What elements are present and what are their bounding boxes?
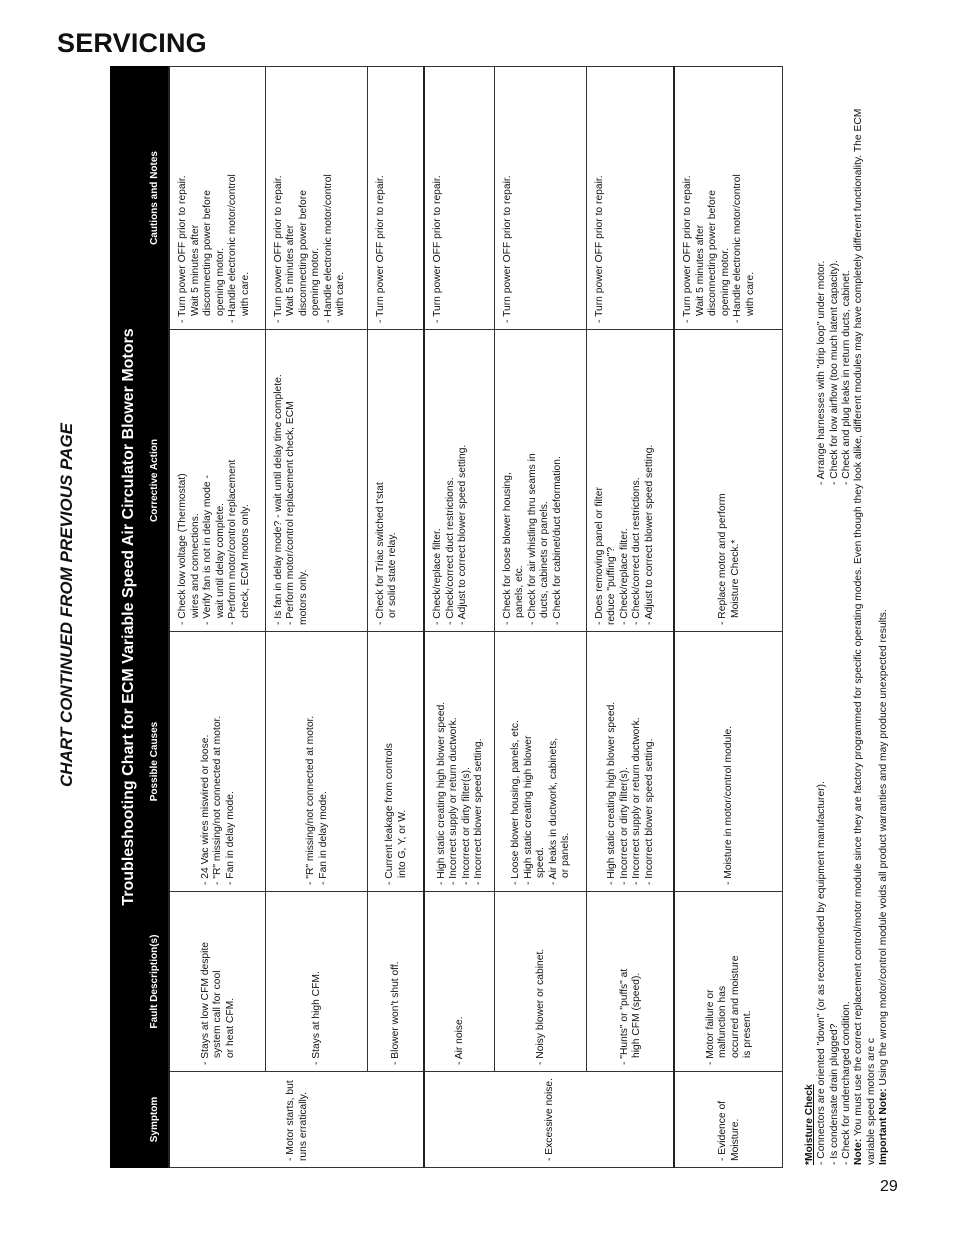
cause-line: - Air leaks in ductwork, cabinets, xyxy=(547,737,559,885)
action-line: - Check for Triac switched t'stat xyxy=(374,482,386,625)
symptom-cell xyxy=(169,1072,424,1168)
table-row xyxy=(586,66,674,1167)
cause-line: - Incorrect supply or return ductwork. xyxy=(631,717,643,885)
notes-cell xyxy=(424,66,494,329)
note-line: - Turn power OFF prior to repair. xyxy=(177,175,188,323)
note-line: disconnecting power before xyxy=(707,190,719,316)
fault-line: is present. xyxy=(742,1010,754,1058)
fault-line: system call for cool xyxy=(212,970,224,1058)
cause-line: - Fan in delay mode. xyxy=(225,791,237,885)
action-line: ducts, cabinets or panels. xyxy=(539,501,551,618)
fault-cell xyxy=(265,892,367,1072)
table-title: Troubleshooting Chart for ECM Variable Speed Air Circulator Blower Motors xyxy=(111,66,148,1167)
notes-cell xyxy=(367,66,424,329)
subtitle-container xyxy=(52,395,82,815)
note-label: Note: xyxy=(853,1138,865,1165)
column-header-fault: Fault Description(s) xyxy=(148,892,170,1072)
causes-cell xyxy=(674,632,782,892)
cause-line: - Incorrect blower speed setting. xyxy=(473,738,485,885)
action-line: or solid state relay. xyxy=(387,532,399,618)
important-note-label: Important Note: xyxy=(878,1088,890,1165)
note-line: Wait 5 minutes after xyxy=(189,224,201,316)
note-line: - Turn power OFF prior to repair. xyxy=(272,175,284,323)
causes-cell xyxy=(265,632,367,892)
note-line: - Turn power OFF prior to repair. xyxy=(432,175,443,323)
moisture-check-item: - Check for low airflow (too much latent capacity). xyxy=(828,260,840,485)
moisture-check-item: - Check for undercharged condition. xyxy=(841,1001,853,1165)
moisture-check-item: - Is condensate drain plugged? xyxy=(828,1023,840,1165)
note-line: disconnecting power before xyxy=(202,190,214,316)
action-line: - Perform motor/control replacement check, ECM xyxy=(285,401,297,625)
troubleshooting-table-container xyxy=(110,67,781,1168)
symptom-text: - Excessive noise. xyxy=(544,1078,556,1161)
fault-cell xyxy=(674,892,782,1072)
fault-line: or heat CFM. xyxy=(225,997,237,1058)
note-line: - Handle electronic motor/control xyxy=(227,174,239,323)
important-note-paragraph xyxy=(878,75,890,1165)
note-line: - Turn power OFF prior to repair. xyxy=(501,175,513,323)
cause-line: speed. xyxy=(535,847,547,878)
action-line: motors only. xyxy=(297,569,309,625)
fault-line: - "Hunts" or "puffs" at xyxy=(618,968,630,1065)
note-line: Wait 5 minutes after xyxy=(285,224,297,316)
page-number: 29 xyxy=(880,1178,898,1195)
causes-cell xyxy=(586,632,674,892)
cause-line: - Incorrect blower speed setting. xyxy=(643,738,655,885)
action-cell xyxy=(265,330,367,632)
notes-cell xyxy=(169,66,265,329)
action-line: - Replace motor and perform xyxy=(717,493,729,625)
action-line: Moisture Check.* xyxy=(729,539,741,618)
table-row xyxy=(265,66,367,1167)
note-line: with care. xyxy=(335,271,347,316)
moisture-check-item: - Connectors are oriented "down" (or as recommended by equipment manufacturer). xyxy=(816,781,828,1165)
chart-continued-subtitle: CHART CONTINUED FROM PREVIOUS PAGE xyxy=(57,423,76,787)
fault-cell xyxy=(586,892,674,1072)
fault-cell xyxy=(424,892,494,1072)
action-line: - Check/replace filter. xyxy=(432,528,443,625)
cause-line: or panels. xyxy=(560,832,572,878)
causes-cell xyxy=(367,632,424,892)
table-row xyxy=(674,66,782,1167)
cause-line: - High static creating high blower speed. xyxy=(435,701,447,885)
column-header-symptom: Symptom xyxy=(148,1072,170,1168)
fault-line: - Stays at high CFM. xyxy=(311,971,323,1065)
action-line: - Check low voltage (Thermostat) xyxy=(177,473,188,625)
note-text: You must use the correct replacement control/motor module since they are factory programmed for specific operating modes. Even though they look alike, different modules may have completely different functionality. The ECM variable speed motors are c xyxy=(853,108,877,1165)
action-line: - Check for air whistling thru seams in xyxy=(526,453,538,625)
cause-line: - High static creating high blower xyxy=(522,735,534,885)
cause-line: - Moisture in motor/control module. xyxy=(723,725,735,885)
page-title: SERVICING xyxy=(57,28,207,58)
symptom-text: - Evidence of Moisture. xyxy=(717,1100,741,1161)
cause-line: - High static creating high blower speed. xyxy=(606,701,618,885)
column-header-notes: Cautions and Notes xyxy=(148,66,170,329)
note-line: - Turn power OFF prior to repair. xyxy=(682,175,693,323)
fault-line: malfunction has xyxy=(717,985,729,1058)
moisture-check-item: - Check and plug leaks in return ducts, cabinet. xyxy=(841,270,853,485)
action-cell xyxy=(674,330,782,632)
fault-line: high CFM (speed). xyxy=(631,972,643,1058)
action-line: panels, etc. xyxy=(514,565,526,618)
moisture-check-item: - Arrange harnesses with "drip loop" under motor. xyxy=(816,260,828,485)
fault-line: - Air noise. xyxy=(454,1016,466,1065)
cause-line: - Incorrect or dirty filter(s). xyxy=(460,767,472,885)
fault-line: - Blower won't shut off. xyxy=(390,961,402,1065)
action-cell xyxy=(424,330,494,632)
symptom-cell xyxy=(424,1072,674,1168)
footnotes xyxy=(800,75,900,1165)
cause-line: - Incorrect or dirty filter(s). xyxy=(618,767,630,885)
action-line: - Check for loose blower housing, xyxy=(501,472,513,625)
action-line: - Check/replace filter. xyxy=(618,528,630,625)
action-line: - Adjust to correct blower speed setting. xyxy=(643,444,655,625)
notes-cell xyxy=(586,66,674,329)
action-line: wait until delay complete. xyxy=(214,502,226,618)
action-line: wires and connections. xyxy=(189,513,201,618)
action-line: - Perform motor/control replacement xyxy=(227,459,239,625)
action-line: check, ECM motors only. xyxy=(239,504,251,618)
action-cell xyxy=(169,330,265,632)
cause-line: - Loose blower housing, panels, etc. xyxy=(510,720,522,885)
action-line: - Is fan in delay mode? - wait until delay time complete. xyxy=(272,374,284,625)
action-cell xyxy=(494,330,586,632)
moisture-check-right xyxy=(816,85,853,485)
troubleshooting-table xyxy=(110,66,783,1168)
notes-cell xyxy=(674,66,782,329)
moisture-check-left xyxy=(816,485,853,1165)
cause-line: - "R" missing/not connected at motor. xyxy=(212,715,224,885)
table-row xyxy=(494,66,586,1167)
note-line: Wait 5 minutes after xyxy=(694,224,706,316)
note-line: opening motor. xyxy=(214,247,226,316)
note-line: - Handle electronic motor/control xyxy=(732,174,744,323)
action-line: - Does removing panel or filter xyxy=(593,487,605,625)
cause-line: into G, Y, or W. xyxy=(396,809,408,878)
notes-cell xyxy=(265,66,367,329)
action-line: - Adjust to correct blower speed setting. xyxy=(457,444,469,625)
note-paragraph xyxy=(853,75,878,1165)
note-line: with care. xyxy=(744,271,756,316)
fault-line: - Noisy blower or cabinet. xyxy=(535,948,547,1065)
note-line: opening motor. xyxy=(310,247,322,316)
fault-line: - Motor failure or xyxy=(704,989,716,1065)
table-row xyxy=(169,66,265,1167)
action-cell xyxy=(586,330,674,632)
column-header-causes: Possible Causes xyxy=(148,632,170,892)
note-line: - Handle electronic motor/control xyxy=(322,174,334,323)
action-line: - Check/correct duct restrictions. xyxy=(631,477,643,625)
fault-line: - Stays at low CFM despite xyxy=(199,941,211,1065)
important-note-text: Using the wrong motor/control module voids all product warranties and may produce unexpected results. xyxy=(878,609,890,1086)
cause-line: - Fan in delay mode. xyxy=(317,791,329,885)
causes-cell xyxy=(494,632,586,892)
action-line: - Verify fan is not in delay mode - xyxy=(202,475,214,625)
causes-cell xyxy=(169,632,265,892)
fault-cell xyxy=(367,892,424,1072)
moisture-check-list xyxy=(816,75,853,1165)
note-line: disconnecting power before xyxy=(297,190,309,316)
note-line: - Turn power OFF prior to repair. xyxy=(374,175,386,323)
cause-line: - 24 Vac wires miswired or loose. xyxy=(199,734,211,885)
fault-cell xyxy=(169,892,265,1072)
notes-cell xyxy=(494,66,586,329)
action-line: - Check for cabinet/duct deformation. xyxy=(551,456,563,625)
note-line: with care. xyxy=(239,271,251,316)
cause-line: - Current leakage from controls xyxy=(384,743,396,885)
action-cell xyxy=(367,330,424,632)
symptom-cell xyxy=(674,1072,782,1168)
causes-cell xyxy=(424,632,494,892)
fault-line: occurred and moisture xyxy=(729,955,741,1058)
cause-line: - Incorrect supply or return ductwork. xyxy=(448,717,460,885)
symptom-text: - Motor starts, but runs erratically. xyxy=(285,1080,309,1161)
column-header-action: Corrective Action xyxy=(148,330,170,632)
note-line: opening motor. xyxy=(719,247,731,316)
note-line: - Turn power OFF prior to repair. xyxy=(593,175,605,323)
table-row xyxy=(367,66,424,1167)
action-line: reduce "puffing"? xyxy=(606,546,618,625)
table-row xyxy=(424,66,494,1167)
action-line: - Check/correct duct restrictions. xyxy=(444,477,456,625)
cause-line: - "R" missing/not connected at motor. xyxy=(304,715,316,885)
footnotes-container xyxy=(800,75,900,1165)
fault-cell xyxy=(494,892,586,1072)
moisture-check-heading: *Moisture Check xyxy=(804,1084,815,1165)
